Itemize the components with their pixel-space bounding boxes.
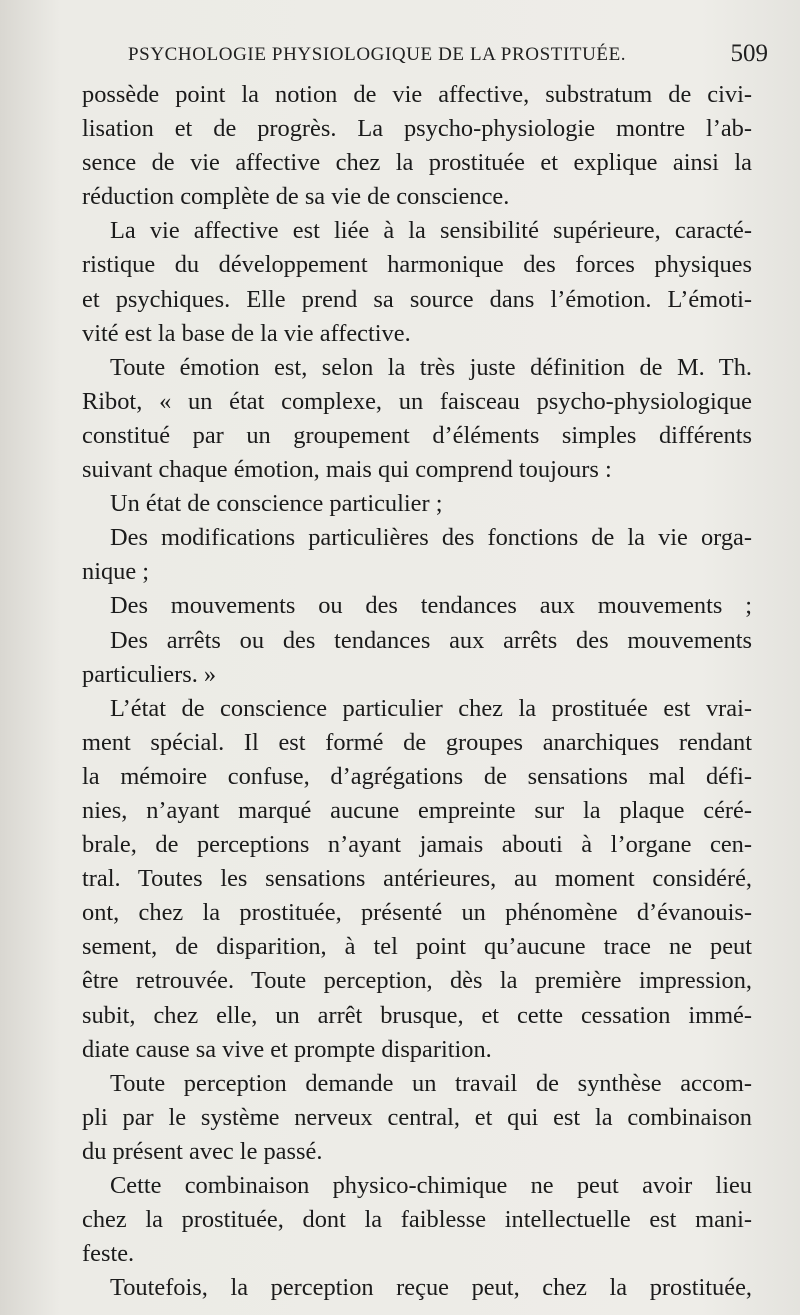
text-line: tral. Toutes les sensations antérieures, au moment considéré, xyxy=(82,865,752,893)
text-line: Un état de conscience particulier ; xyxy=(110,490,443,518)
text-line: du présent avec le passé. xyxy=(82,1137,323,1165)
text-line: Cette combinaison physico-chimique ne peut avoir lieu xyxy=(110,1172,752,1199)
text-line: Toute émotion est, selon la très juste définition de M. Th. xyxy=(110,353,752,381)
text-line: être retrouvée. Toute perception, dès la première impression, xyxy=(82,967,752,995)
page-number: 509 xyxy=(730,40,768,67)
text-line: vité est la base de la vie affective. xyxy=(82,319,411,347)
text-line: ont, chez la prostituée, présenté un phénomène d’évanouis- xyxy=(82,899,752,927)
text-line: feste. xyxy=(82,1240,135,1268)
text-line: nique ; xyxy=(82,558,150,586)
text-line: brale, de perceptions n’ayant jamais abouti à l’organe cen- xyxy=(82,831,752,859)
text-line: ristique du développement harmonique des forces physiques xyxy=(82,251,752,279)
text-line: chez la prostituée, dont la faiblesse intellectuelle est mani- xyxy=(82,1206,752,1234)
text-line: diate cause sa vive et prompte disparition. xyxy=(82,1035,492,1063)
text-line: Toutefois, la perception reçue peut, chez la prostituée, xyxy=(110,1274,752,1302)
running-head xyxy=(128,40,768,74)
text-line: suivant chaque émotion, mais qui comprend toujours : xyxy=(82,456,612,484)
text-line: ment spécial. Il est formé de groupes anarchiques rendant xyxy=(82,728,752,756)
text-line: pli par le système nerveux central, et qui est la combinaison xyxy=(82,1103,752,1131)
running-title: PSYCHOLOGIE PHYSIOLOGIQUE DE LA PROSTITUÉE. xyxy=(128,44,627,65)
text-line: subit, chez elle, un arrêt brusque, et cette cessation immé- xyxy=(82,1001,752,1029)
text-line: Des modifications particulières des fonctions de la vie orga- xyxy=(110,524,752,552)
text-line: Des arrêts ou des tendances aux arrêts des mouvements xyxy=(110,626,752,654)
text-line: Ribot, « un état complexe, un faisceau psycho-physiologique xyxy=(82,387,752,415)
text-line: La vie affective est liée à la sensibilité supérieure, caracté- xyxy=(110,217,752,245)
text-line: particuliers. » xyxy=(82,660,217,688)
text-line: réduction complète de sa vie de conscience. xyxy=(82,183,510,211)
text-line: possède point la notion de vie affective, substratum de civi- xyxy=(82,81,752,108)
text-line: L’état de conscience particulier chez la prostituée est vrai- xyxy=(110,694,752,722)
text-line: sence de vie affective chez la prostituée et explique ainsi la xyxy=(82,149,752,177)
text-line: Des mouvements ou des tendances aux mouvements ; xyxy=(110,592,752,620)
text-line: Toute perception demande un travail de synthèse accom- xyxy=(110,1069,752,1097)
text-line: nies, n’ayant marqué aucune empreinte sur la plaque céré- xyxy=(82,796,752,824)
text-line: et psychiques. Elle prend sa source dans l’émotion. L’émoti- xyxy=(82,285,752,313)
body-text xyxy=(82,78,752,1305)
text-line: lisation et de progrès. La psycho-physiologie montre l’ab- xyxy=(82,115,752,143)
text-line: la mémoire confuse, d’agrégations de sensations mal défi- xyxy=(82,762,752,790)
text-line: constitué par un groupement d’éléments simples différents xyxy=(82,421,752,449)
text-line: sement, de disparition, à tel point qu’aucune trace ne peut xyxy=(82,933,752,961)
